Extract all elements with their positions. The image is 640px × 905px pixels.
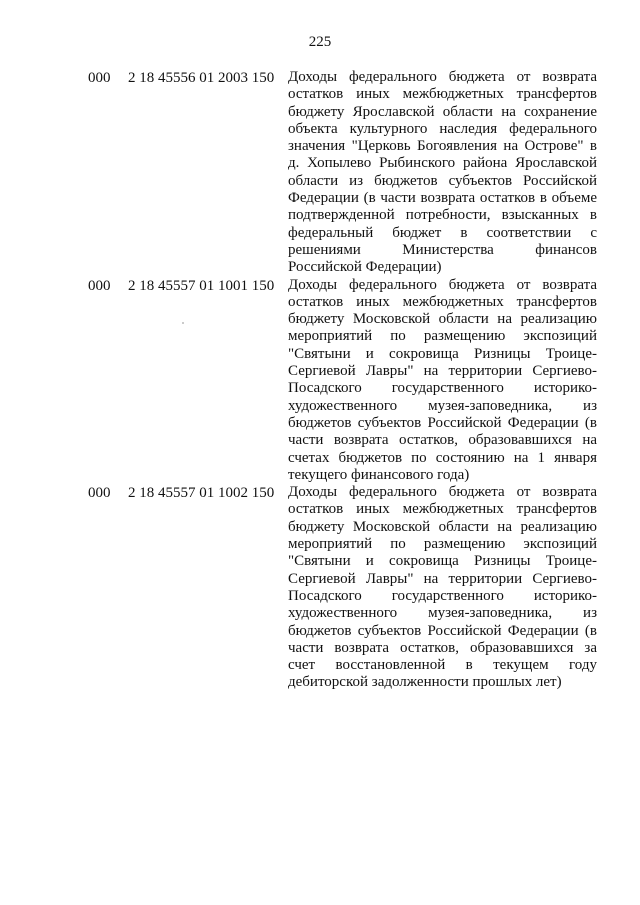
income-description: Доходы федерального бюджета от возврата остатков иных межбюджетных трансфертов бюджету Московской области на реализацию мероприятий по размещению экспозиций "Святыни и сокровища Ризницы Троице-Сергиевой Лавры" на территории Сергиево-Посадского государственного историко-художественного музея-заповедника, из бюджетов субъектов Российской Федерации (в части возврата остатков, образовавшихся на счетах бюджетов по состоянию на 1 января текущего финансового года): [288, 276, 597, 483]
income-description: Доходы федерального бюджета от возврата остатков иных межбюджетных трансфертов бюджету Ярославской области на сохранение объекта культурного наследия федерального значения "Церковь Богоявления на Острове" в д. Хопылево Рыбинского района Ярославской области из бюджетов субъектов Российской Федерации (в части возврата остатков в объеме подтвержденной потребности, взысканных в федеральный бюджет в соответствии с решениями Министерства финансов Российской Федерации): [288, 69, 597, 276]
admin-code: 000: [88, 70, 111, 86]
page-number: 225: [308, 34, 332, 50]
income-description: Доходы федерального бюджета от возврата остатков иных межбюджетных трансфертов бюджету Московской области на реализацию мероприятий по размещению экспозиций "Святыни и сокровища Ризницы Троице-Сергиевой Лавры" на территории Сергиево-Посадского государственного историко-художественного музея-заповедника, из бюджетов субъектов Российской Федерации (в части возврата остатков, образовавшихся за счет восстановленной в текущем году дебиторской задолженности прошлых лет): [288, 484, 597, 691]
admin-code: 000: [88, 277, 111, 294]
budget-classification-code: 2 18 45556 01 2003 150: [128, 70, 275, 86]
table-row: [0, 277, 640, 485]
budget-codes-table: [0, 69, 640, 692]
admin-code: 000: [88, 485, 111, 502]
budget-classification-code: 2 18 45557 01 1001 150: [128, 277, 275, 294]
table-row: [0, 484, 640, 692]
budget-classification-code: 2 18 45557 01 1002 150: [128, 485, 275, 502]
table-row: [0, 69, 640, 277]
scan-speck: [182, 322, 184, 324]
